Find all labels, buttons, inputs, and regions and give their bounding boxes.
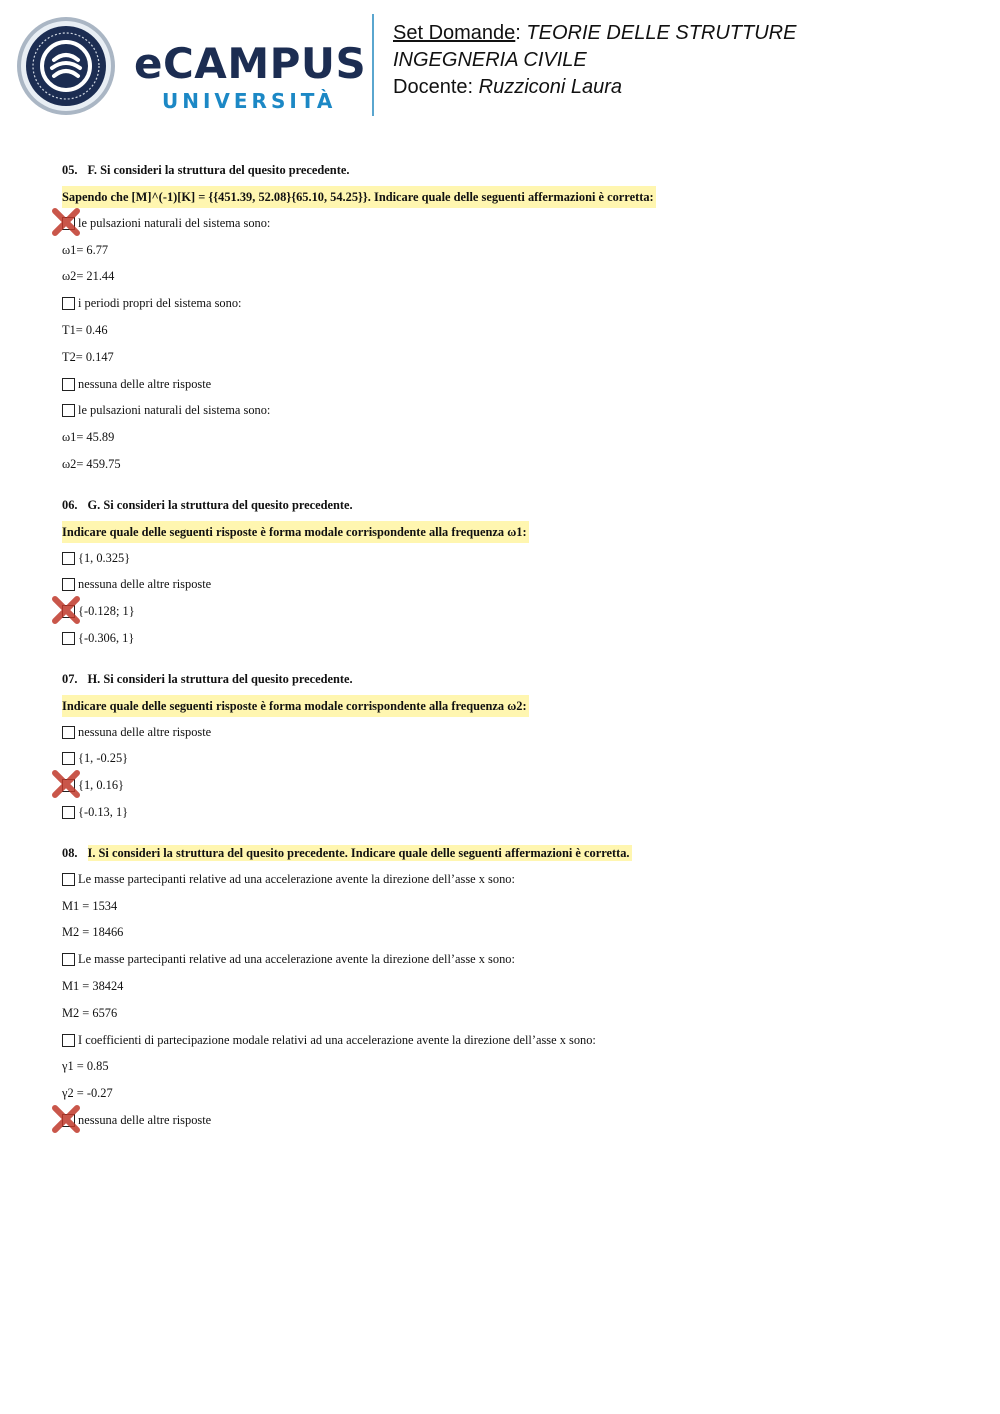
- answer-option[interactable]: [62, 400, 962, 427]
- option-detail: ω2= 21.44: [62, 269, 115, 284]
- header-set-line: Set Domande: TEORIE DELLE STRUTTURE: [393, 22, 797, 44]
- set-label: Set Domande: [393, 22, 516, 44]
- question-prompt: Indicare quale delle seguenti risposte è forma modale corrispondente alla frequenza ω2:: [62, 695, 962, 722]
- checkbox[interactable]: [62, 404, 75, 417]
- option-text: nessuna delle altre risposte: [78, 724, 212, 739]
- header-teacher-line: [393, 74, 796, 101]
- option-text: Le masse partecipanti relative ad una accelerazione avente la direzione dell’asse x sono:: [78, 871, 515, 886]
- answer-option[interactable]: [62, 213, 962, 240]
- option-text: {1, 0.325}: [78, 550, 131, 565]
- question-title: 08. I. Si consideri la struttura del quesito precedente. Indicare quale delle seguenti affermazioni è corretta.: [62, 845, 630, 860]
- questions-area: [62, 159, 962, 1137]
- header-divider: [372, 14, 374, 116]
- teacher-label: Docente:: [393, 76, 474, 98]
- option-text: i periodi propri del sistema sono:: [78, 296, 242, 311]
- checkbox[interactable]: [62, 1034, 75, 1047]
- option-text: nessuna delle altre risposte: [78, 1112, 212, 1127]
- wordmark-universita: UNIVERSITÀ: [162, 89, 337, 113]
- ecampus-seal-logo: [16, 16, 116, 116]
- question-title: 06. G. Si consideri la struttura del quesito precedente.: [62, 497, 353, 512]
- checkbox[interactable]: [62, 578, 75, 591]
- option-text: {1, 0.16}: [78, 778, 124, 793]
- option-detail: M2 = 6576: [62, 1005, 118, 1020]
- answer-option[interactable]: [62, 748, 962, 775]
- option-detail: T1= 0.46: [62, 322, 108, 337]
- option-text: {-0.13, 1}: [78, 804, 129, 819]
- question-07: [62, 668, 962, 829]
- checkbox[interactable]: [62, 552, 75, 565]
- answer-option[interactable]: [62, 802, 962, 829]
- answer-option[interactable]: [62, 1030, 962, 1057]
- question-prompt: Indicare quale delle seguenti risposte è forma modale corrispondente alla frequenza ω1:: [62, 521, 962, 548]
- checkbox[interactable]: [62, 632, 75, 645]
- checkbox[interactable]: [62, 806, 75, 819]
- option-detail: M1 = 1534: [62, 898, 118, 913]
- answer-option[interactable]: [62, 574, 962, 601]
- checkbox[interactable]: [62, 297, 75, 310]
- option-text: {-0.128; 1}: [78, 604, 135, 619]
- option-detail: γ1 = 0.85: [62, 1059, 109, 1074]
- question-title: 05. F. Si consideri la struttura del quesito precedente.: [62, 163, 350, 177]
- question-title: 07. H. Si consideri la struttura del quesito precedente.: [62, 671, 353, 686]
- option-detail: ω1= 6.77: [62, 242, 109, 257]
- checkbox[interactable]: [62, 752, 75, 765]
- answer-option[interactable]: [62, 722, 962, 749]
- option-detail: T2= 0.147: [62, 349, 114, 364]
- checkbox[interactable]: [62, 378, 75, 391]
- question-06: [62, 494, 962, 655]
- question-prompt: Sapendo che [M]^(-1)[K] = {{451.39, 52.08}{65.10, 54.25}}. Indicare quale delle seguenti affermazioni è corretta:: [62, 186, 962, 213]
- teacher-name: Ruzziconi Laura: [478, 76, 623, 98]
- option-text: le pulsazioni naturali del sistema sono:: [78, 215, 271, 230]
- course: INGEGNERIA CIVILE: [393, 49, 587, 71]
- checkbox[interactable]: [62, 873, 75, 886]
- page-header: [0, 0, 1000, 130]
- option-detail: M2 = 18466: [62, 925, 124, 940]
- question-05: [62, 159, 962, 481]
- red-cross-icon: [50, 206, 82, 238]
- option-detail: M1 = 38424: [62, 978, 124, 993]
- option-text: Le masse partecipanti relative ad una accelerazione avente la direzione dell’asse x sono:: [78, 952, 515, 967]
- ecampus-wordmark: [134, 39, 367, 113]
- option-text: nessuna delle altre risposte: [78, 376, 212, 391]
- option-text: le pulsazioni naturali del sistema sono:: [78, 403, 271, 418]
- option-text: nessuna delle altre risposte: [78, 577, 212, 592]
- option-detail: ω1= 45.89: [62, 430, 115, 445]
- answer-option[interactable]: [62, 775, 962, 802]
- answer-option[interactable]: [62, 548, 962, 575]
- answer-option[interactable]: [62, 293, 962, 320]
- answer-option[interactable]: [62, 601, 962, 628]
- option-text: {-0.306, 1}: [78, 630, 135, 645]
- red-cross-icon: [50, 768, 82, 800]
- answer-option[interactable]: [62, 1110, 962, 1137]
- answer-option[interactable]: [62, 869, 962, 896]
- question-08: [62, 842, 962, 1137]
- option-text: I coefficienti di partecipazione modale relativi ad una accelerazione avente la direzione dell’asse x sono:: [78, 1032, 596, 1047]
- header-info: [393, 20, 796, 101]
- option-text: {1, -0.25}: [78, 751, 129, 766]
- red-cross-icon: [50, 594, 82, 626]
- red-cross-icon: [50, 1103, 82, 1135]
- option-detail: ω2= 459.75: [62, 456, 121, 471]
- checkbox[interactable]: [62, 953, 75, 966]
- wordmark-ecampus: eCAMPUS: [134, 39, 367, 88]
- option-detail: γ2 = -0.27: [62, 1086, 113, 1101]
- answer-option[interactable]: [62, 374, 962, 401]
- answer-option[interactable]: [62, 949, 962, 976]
- header-course-line: [393, 47, 796, 74]
- subject: TEORIE DELLE STRUTTURE: [526, 22, 797, 44]
- answer-option[interactable]: [62, 628, 962, 655]
- checkbox[interactable]: [62, 726, 75, 739]
